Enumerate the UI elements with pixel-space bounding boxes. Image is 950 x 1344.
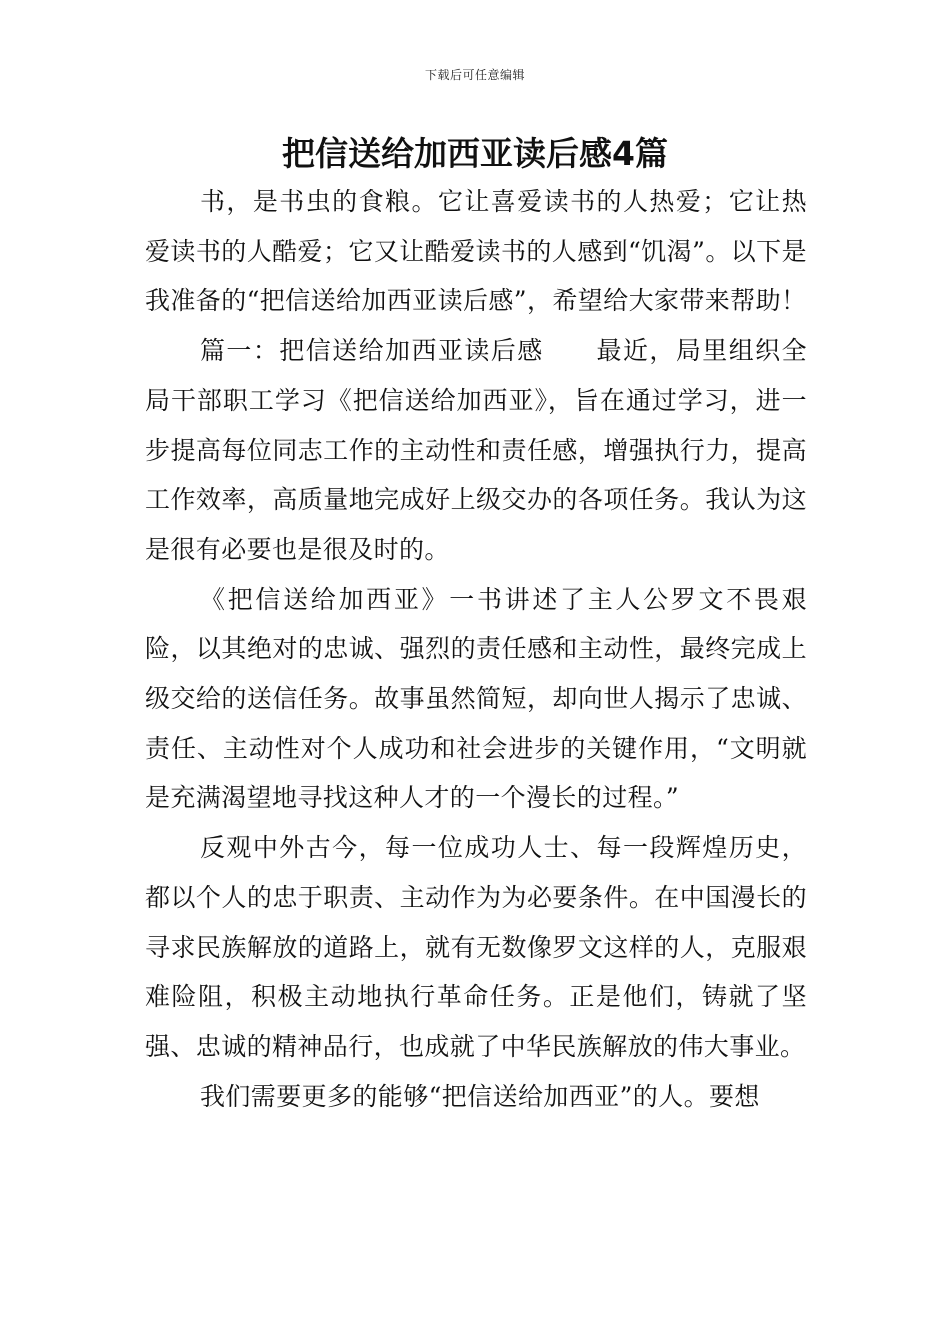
document-title: 把信送给加西亚读后感4篇: [282, 134, 668, 173]
header-note: 下载后可任意编辑: [424, 68, 525, 82]
paragraph-part-one: 篇一：把信送给加西亚读后感 最近，局里组织全局干部职工学习《把信送给加西亚》，旨在通过学习，进一步提高每位同志工作的主动性和责任感，增强执行力，提高工作效率，高质量地完成好上级交办的各项任务。我认为这是很有必要也是很及时的。: [145, 336, 807, 564]
paragraph-history: 反观中外古今，每一位成功人士、每一段辉煌历史，都以个人的忠于职责、主动作为为必要条件。在中国漫长的寻求民族解放的道路上，就有无数像罗文这样的人，克服艰难险阻，积极主动地执行革命任务。正是他们，铸就了坚强、忠诚的精神品行，也成就了中华民族解放的伟大事业。: [145, 833, 807, 1061]
document-body: [145, 177, 807, 1121]
paragraph-conclusion: 我们需要更多的能够“把信送给加西亚”的人。要想: [200, 1081, 760, 1111]
paragraph-intro: 书，是书虫的食粮。它让喜爱读书的人热爱；它让热爱读书的人酷爱；它又让酷爱读书的人感到“饥渴”。以下是我准备的“把信送给加西亚读后感”，希望给大家带来帮助！: [145, 187, 807, 316]
paragraph-book-summary: 《把信送给加西亚》一书讲述了主人公罗文不畏艰险，以其绝对的忠诚、强烈的责任感和主动性，最终完成上级交给的送信任务。故事虽然简短，却向世人揭示了忠诚、责任、主动性对个人成功和社会进步的关键作用，“文明就是充满渴望地寻找这种人才的一个漫长的过程。”: [145, 584, 807, 813]
